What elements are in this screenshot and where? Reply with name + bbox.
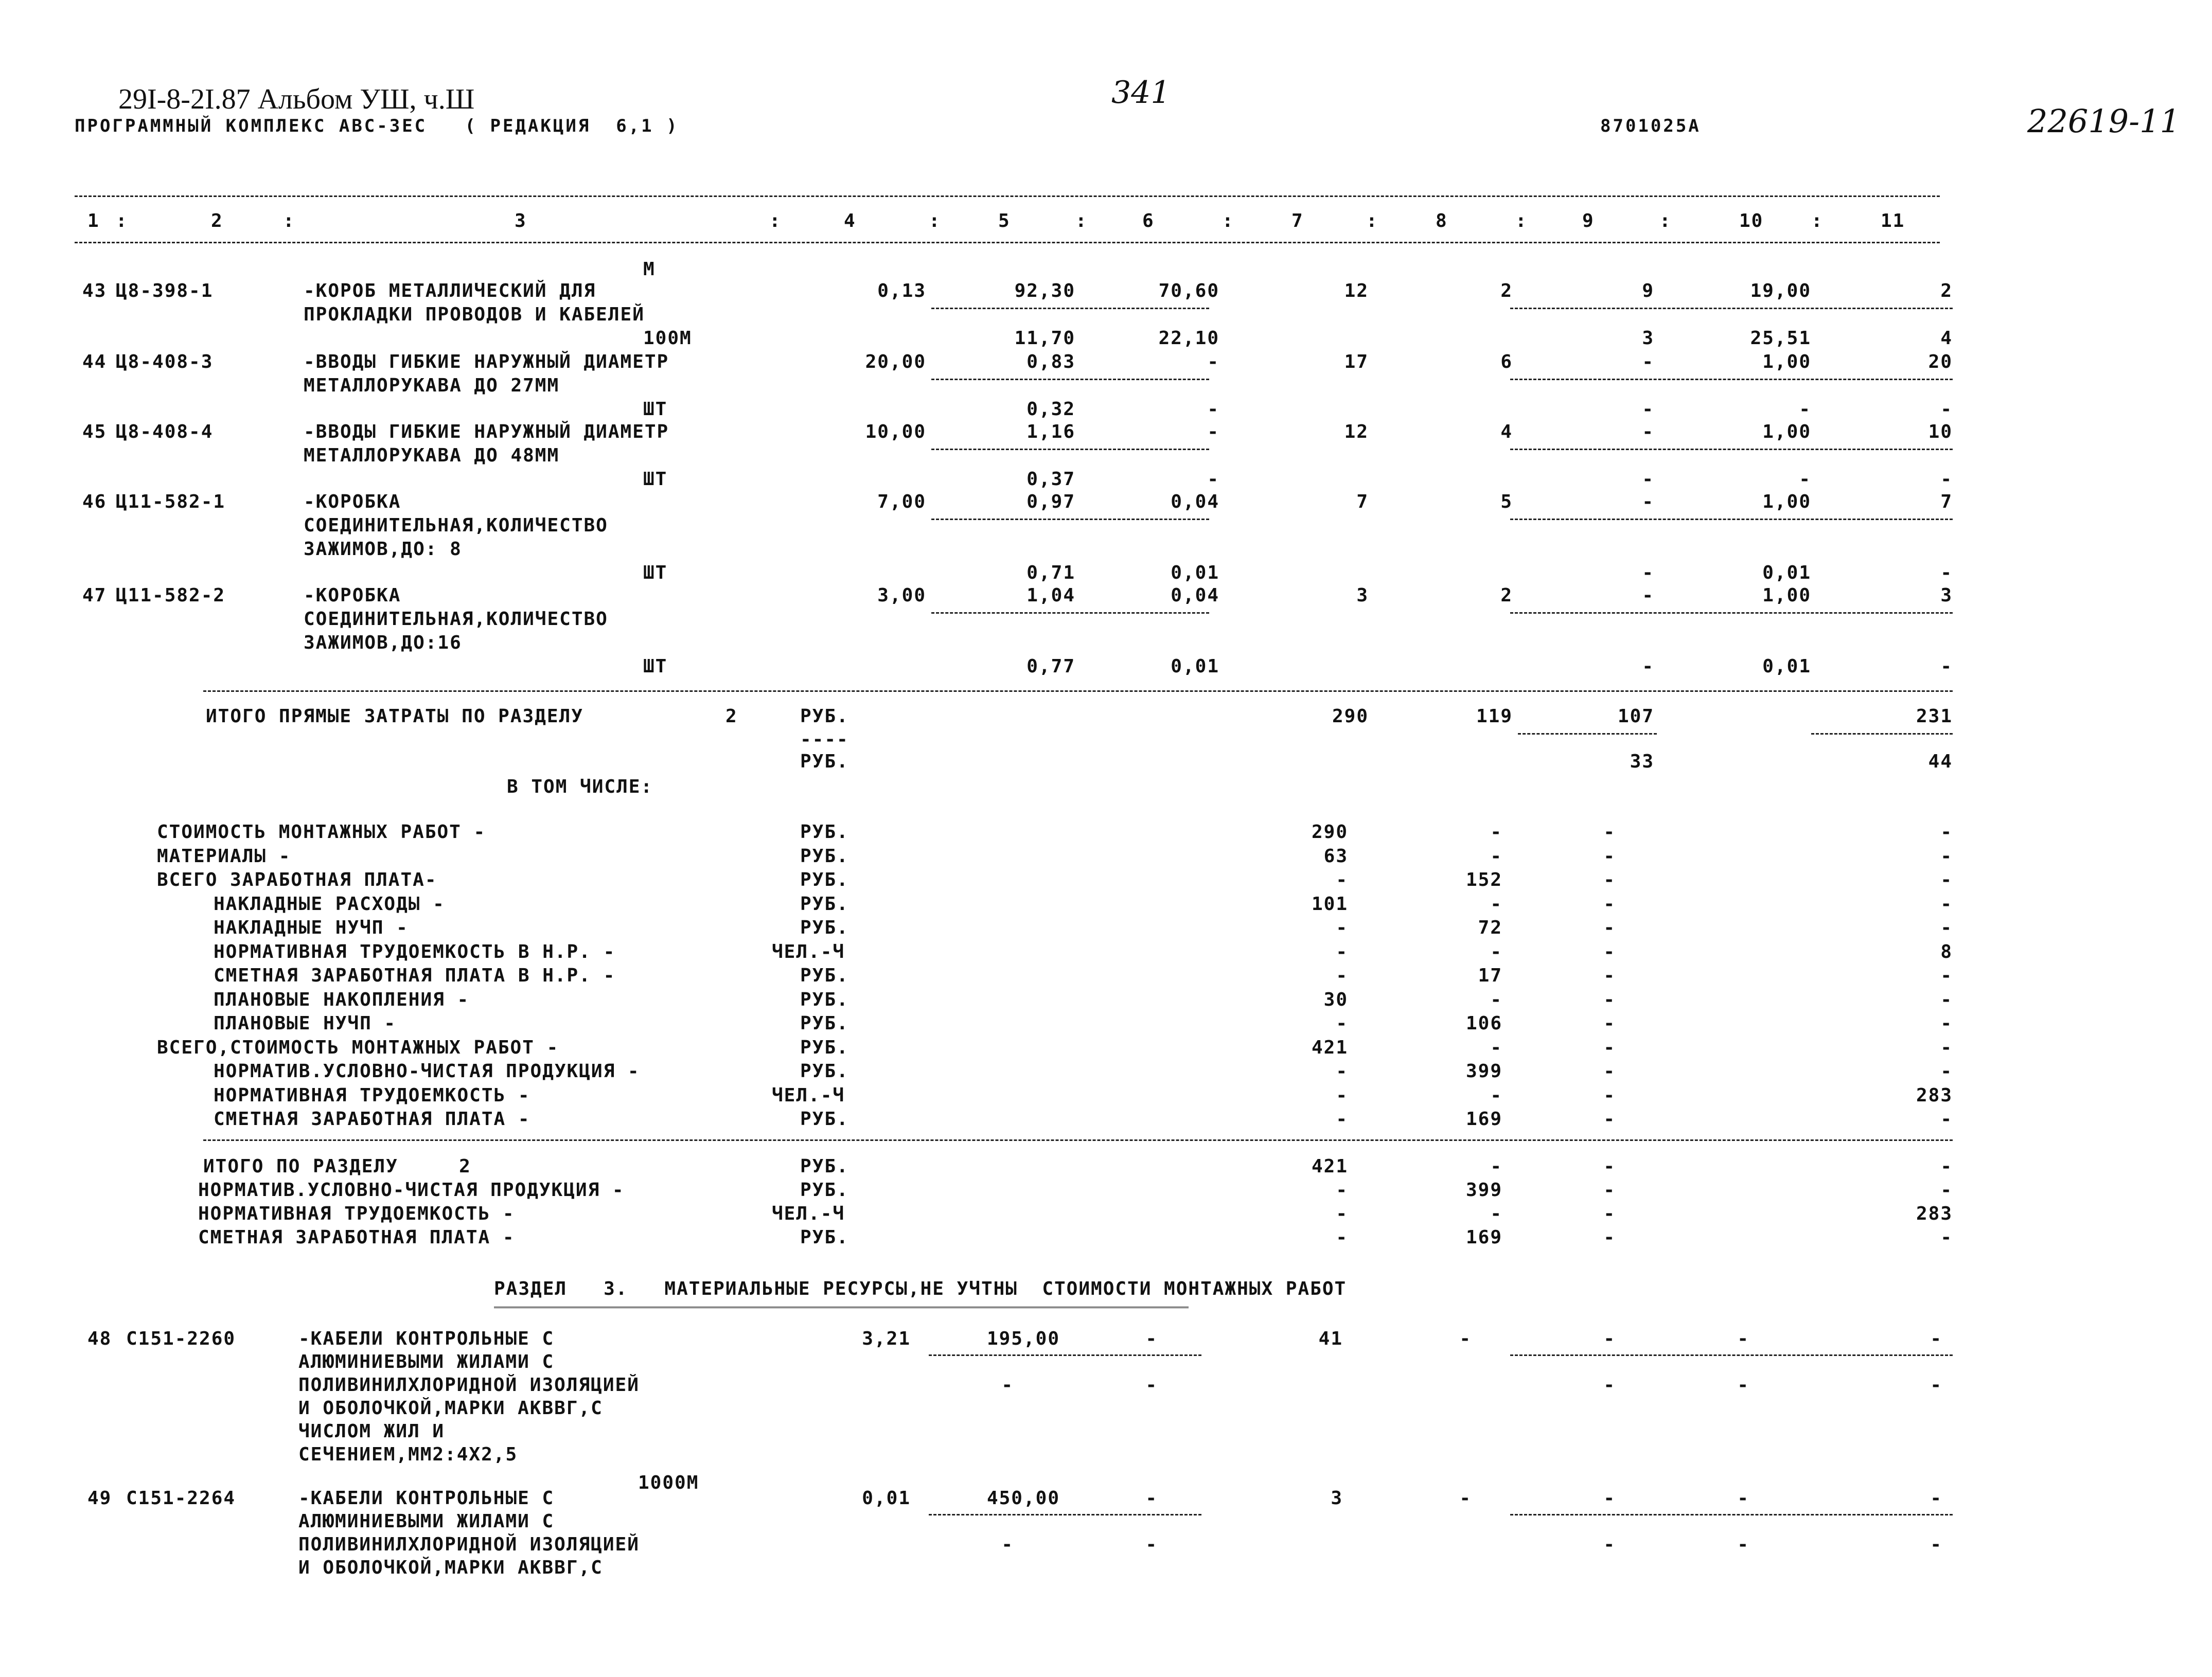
total-value: 5 [1500,491,1513,512]
quantity-value: 0,01 [862,1488,911,1509]
unit-label: ШТ [643,469,668,490]
labor-value: - [1940,399,1953,420]
section-total-value: - [1336,1203,1348,1224]
breakdown-value: - [1603,822,1616,843]
breakdown-value: - [1603,917,1616,938]
labor-value: - [1930,1488,1942,1509]
total-value: 44 [1928,751,1953,772]
breakdown-value: - [1490,941,1502,962]
wage-value: - [1001,1375,1014,1396]
item-number: 43 [82,280,107,301]
column-number: 10 [1739,210,1764,231]
column-separator: : [283,210,295,231]
total-value: 12 [1344,421,1369,442]
price-rule [931,449,1209,450]
breakdown-label: СМЕТНАЯ ЗАРАБОТНАЯ ПЛАТА В Н.Р. - [214,965,616,986]
wage-value: - [1145,1534,1158,1555]
price-rule [931,379,1209,380]
item-code: С151-2264 [126,1488,236,1509]
item-description: СЕЧЕНИЕМ,ММ2:4Х2,5 [298,1444,518,1465]
unit-label: РУБ. [800,706,849,727]
section-total-value: - [1940,1180,1953,1201]
section-total-value: - [1603,1180,1616,1201]
total-value: - [1603,1488,1616,1509]
labor-value: 1,00 [1762,491,1811,512]
wage-value: 0,77 [1027,656,1075,677]
unit-price-value: 1,16 [1027,421,1075,442]
breakdown-value: 106 [1465,1013,1502,1034]
section-total-label: НОРМАТИВНАЯ ТРУДОЕМКОСТЬ - [198,1203,515,1224]
section-total-value: - [1490,1156,1502,1177]
unit-price-value: 0,83 [1027,351,1075,372]
labor-value: 7 [1940,491,1953,512]
total-value: - [1459,1328,1472,1349]
total-value: 9 [1642,280,1654,301]
total-rule [1510,379,1953,380]
unit-label: РУБ. [800,1180,849,1201]
column-separator: : [1222,210,1234,231]
labor-value: - [1930,1328,1942,1349]
column-number: 1 [87,210,100,231]
item-code: Ц11-582-2 [116,585,226,606]
total-value: 7 [1356,491,1369,512]
total-value: 2 [1500,280,1513,301]
labor-value: 2 [1940,280,1953,301]
breakdown-value: 101 [1311,894,1348,915]
wage-value: 11,70 [1014,328,1075,349]
column-separator: : [1811,210,1824,231]
labor-value: - [1737,1488,1749,1509]
unit-label: РУБ. [800,1013,849,1034]
column-separator: : [1659,210,1672,231]
column-number: 2 [211,210,223,231]
price-rule [931,519,1209,520]
total-value: - [1642,656,1654,677]
unit-price-value: 0,04 [1171,585,1219,606]
program-line: ПРОГРАММНЫЙ КОМПЛЕКС АВС-3ЕС ( РЕДАКЦИЯ 6,1 ) [75,116,679,136]
section-total-value: 421 [1311,1156,1348,1177]
item-description: -КОРОБКА [304,491,401,512]
breakdown-label: СТОИМОСТЬ МОНТАЖНЫХ РАБОТ - [157,822,486,843]
column-separator: : [1075,210,1088,231]
total-value: - [1642,491,1654,512]
breakdown-value: - [1490,822,1502,843]
column-number: 3 [515,210,527,231]
total-value: - [1642,351,1654,372]
breakdown-value: 72 [1478,917,1502,938]
labor-value: - [1737,1375,1749,1396]
column-separator: : [1366,210,1378,231]
breakdown-value: - [1336,917,1348,938]
unit-label: РУБ. [800,1227,849,1248]
unit-label: РУБ. [800,894,849,915]
unit-label: РУБ. [800,917,849,938]
section-total-label: СМЕТНАЯ ЗАРАБОТНАЯ ПЛАТА - [198,1227,515,1248]
item-description: И ОБОЛОЧКОЙ,МАРКИ АКВВГ,С [298,1557,603,1578]
total-rule [1510,1514,1953,1515]
total-value: - [1642,585,1654,606]
total-value: 41 [1318,1328,1343,1349]
quantity-value: 7,00 [877,491,926,512]
labor-value: 25,51 [1750,328,1811,349]
unit-label: ЧЕЛ.-Ч [772,1085,845,1106]
breakdown-value: - [1940,965,1953,986]
unit-label: 1000М [638,1472,699,1493]
price-rule [931,612,1209,614]
item-number: 48 [87,1328,112,1349]
wage-value: 0,01 [1171,562,1219,583]
wage-value: - [1145,1375,1158,1396]
column-number: 9 [1582,210,1595,231]
total-value: - [1642,421,1654,442]
breakdown-value: - [1940,894,1953,915]
item-description: ПОЛИВИНИЛХЛОРИДНОЙ ИЗОЛЯЦИЕЙ [298,1534,640,1555]
item-description: -КАБЕЛИ КОНТРОЛЬНЫЕ С [298,1328,555,1349]
column-separator: : [929,210,941,231]
breakdown-value: 169 [1465,1109,1502,1130]
labor-value: - [1737,1328,1749,1349]
item-description: ЗАЖИМОВ,ДО:16 [304,632,462,653]
breakdown-value: - [1603,1085,1616,1106]
quantity-value: 10,00 [865,421,926,442]
breakdown-value: - [1490,846,1502,867]
section-total-value: 283 [1916,1203,1953,1224]
breakdown-value: - [1603,894,1616,915]
unit-price-value: 0,04 [1171,491,1219,512]
column-number: 6 [1142,210,1155,231]
labor-value: - [1737,1534,1749,1555]
labor-value: - [1940,656,1953,677]
labor-value: - [1940,469,1953,490]
wage-value: - [1207,399,1219,420]
breakdown-label: НАКЛАДНЫЕ РАСХОДЫ - [214,894,445,915]
breakdown-label: НАКЛАДНЫЕ НУЧП - [214,917,409,938]
breakdown-label: НОРМАТИВ.УСЛОВНО-ЧИСТАЯ ПРОДУКЦИЯ - [214,1061,640,1082]
breakdown-value: - [1603,965,1616,986]
breakdown-value: - [1603,1013,1616,1034]
item-number: 45 [82,421,107,442]
unit-label: РУБ. [800,822,849,843]
unit-price-value: - [1207,351,1219,372]
item-description: -ВВОДЫ ГИБКИЕ НАРУЖНЫЙ ДИАМЕТР [304,421,669,442]
unit-label: РУБ. [800,869,849,890]
unit-price-value: - [1207,421,1219,442]
labor-value: - [1930,1375,1942,1396]
item-description: СОЕДИНИТЕЛЬНАЯ,КОЛИЧЕСТВО [304,515,608,536]
item-description: -ВВОДЫ ГИБКИЕ НАРУЖНЫЙ ДИАМЕТР [304,351,669,372]
unit-label: РУБ. [800,846,849,867]
breakdown-value: - [1603,1109,1616,1130]
breakdown-value: - [1603,1061,1616,1082]
quantity-value: 0,13 [877,280,926,301]
total-rule [1510,1354,1953,1356]
item-description: ЗАЖИМОВ,ДО: 8 [304,539,462,560]
total-value: - [1642,399,1654,420]
breakdown-label: МАТЕРИАЛЫ - [157,846,291,867]
breakdown-value: - [1336,941,1348,962]
labor-value: 1,00 [1762,421,1811,442]
total-value: 3 [1331,1488,1343,1509]
breakdown-value: - [1336,1085,1348,1106]
wage-value: 0,32 [1027,399,1075,420]
section-3-underline [494,1307,1189,1310]
breakdown-value: 8 [1940,941,1953,962]
breakdown-value: - [1940,1109,1953,1130]
unit-label: РУБ. [800,1156,849,1177]
total-value: 12 [1344,280,1369,301]
total-value: 290 [1332,706,1369,727]
wage-value: 22,10 [1158,328,1219,349]
quantity-value: 3,00 [877,585,926,606]
item-description: -КАБЕЛИ КОНТРОЛЬНЫЕ С [298,1488,555,1509]
breakdown-value: - [1336,1109,1348,1130]
total-value: - [1603,1375,1616,1396]
breakdown-value: 17 [1478,965,1502,986]
item-description: АЛЮМИНИЕВЫМИ ЖИЛАМИ С [298,1511,555,1532]
breakdown-label: НОРМАТИВНАЯ ТРУДОЕМКОСТЬ В Н.Р. - [214,941,616,962]
section-total-value: - [1336,1227,1348,1248]
breakdown-value: 152 [1465,869,1502,890]
unit-label: РУБ. [800,1109,849,1130]
wage-value: 0,01 [1171,656,1219,677]
item-description: -КОРОБ МЕТАЛЛИЧЕСКИЙ ДЛЯ [304,280,596,301]
column-separator: : [1515,210,1528,231]
breakdown-value: 399 [1465,1061,1502,1082]
breakdown-value: - [1603,869,1616,890]
column-number: 5 [998,210,1011,231]
unit-label: РУБ. [800,751,849,772]
unit-label: 100М [643,328,692,349]
total-rule [1510,308,1953,309]
column-separator: : [769,210,782,231]
unit-price-value: - [1145,1488,1158,1509]
unit-label: ШТ [643,656,668,677]
breakdown-label: ПЛАНОВЫЕ НАКОПЛЕНИЯ - [214,989,470,1010]
breakdown-value: 283 [1916,1085,1953,1106]
breakdown-label: ВСЕГО,СТОИМОСТЬ МОНТАЖНЫХ РАБОТ - [157,1037,559,1058]
breakdown-value: 421 [1311,1037,1348,1058]
price-rule [929,1514,1201,1515]
total-value: 107 [1617,706,1654,727]
unit-label: М [643,259,656,280]
total-value: - [1642,562,1654,583]
labor-value: 19,00 [1750,280,1811,301]
unit-price-value: 450,00 [986,1488,1060,1509]
item-number: 44 [82,351,107,372]
breakdown-label: СМЕТНАЯ ЗАРАБОТНАЯ ПЛАТА - [214,1109,530,1130]
unit-label: ШТ [643,562,668,583]
breakdown-value: - [1940,1013,1953,1034]
breakdown-value: - [1490,1085,1502,1106]
total-rule [1510,612,1953,614]
breakdown-label: НОРМАТИВНАЯ ТРУДОЕМКОСТЬ - [214,1085,530,1106]
total-value: 17 [1344,351,1369,372]
labor-value: 1,00 [1762,585,1811,606]
item-description: ПРОКЛАДКИ ПРОВОДОВ И КАБЕЛЕЙ [304,304,645,325]
unit-price-value: 0,97 [1027,491,1075,512]
document-reference: 29I-8-2I.87 Альбом УШ, ч.Ш [118,83,475,115]
unit-label: ШТ [643,399,668,420]
unit-price-value: 1,04 [1027,585,1075,606]
breakdown-value: 30 [1323,989,1348,1010]
breakdown-value: - [1603,989,1616,1010]
wage-value: 0,37 [1027,469,1075,490]
unit-label: РУБ. [800,1037,849,1058]
item-description: АЛЮМИНИЕВЫМИ ЖИЛАМИ С [298,1351,555,1372]
item-code: Ц11-582-1 [116,491,226,512]
breakdown-value: - [1336,1013,1348,1034]
section-total-label: ИТОГО ПО РАЗДЕЛУ 2 [203,1156,471,1177]
unit-label: ЧЕЛ.-Ч [772,1203,845,1224]
column-number: 8 [1436,210,1448,231]
total-value: - [1603,1534,1616,1555]
breakdown-label: ВСЕГО ЗАРАБОТНАЯ ПЛАТА- [157,869,437,890]
item-description: МЕТАЛЛОРУКАВА ДО 48ММ [304,445,560,466]
header-top-rule [75,195,1940,197]
including-label: В ТОМ ЧИСЛЕ: [507,776,653,797]
unit-price-value: - [1145,1328,1158,1349]
item-description: ПОЛИВИНИЛХЛОРИДНОЙ ИЗОЛЯЦИЕЙ [298,1375,640,1396]
total-value: 119 [1476,706,1513,727]
section-rule [203,1139,1953,1141]
column-number: 4 [844,210,856,231]
total-direct-section: 2 [725,706,738,727]
total-value: - [1642,469,1654,490]
total-value: 3 [1356,585,1369,606]
total-rule [1510,519,1953,520]
page-number: 341 [1111,75,1171,111]
quantity-value: 20,00 [865,351,926,372]
unit-rule: ---- [800,729,849,750]
section-total-value: - [1603,1203,1616,1224]
unit-label: ЧЕЛ.-Ч [772,941,845,962]
labor-value: 0,01 [1762,562,1811,583]
item-description: МЕТАЛЛОРУКАВА ДО 27ММ [304,375,560,396]
labor-value: 3 [1940,585,1953,606]
section-3-title: РАЗДЕЛ 3. МАТЕРИАЛЬНЫЕ РЕСУРСЫ,НЕ УЧТНЫ СТОИМОСТИ МОНТАЖНЫХ РАБОТ [494,1278,1347,1299]
total-value: 231 [1916,706,1953,727]
breakdown-value: - [1940,822,1953,843]
section-total-value: - [1603,1156,1616,1177]
breakdown-value: - [1940,1061,1953,1082]
labor-value: 1,00 [1762,351,1811,372]
breakdown-value: - [1940,989,1953,1010]
column-separator: : [116,210,128,231]
section-total-value: - [1490,1203,1502,1224]
section-total-label: НОРМАТИВ.УСЛОВНО-ЧИСТАЯ ПРОДУКЦИЯ - [198,1180,625,1201]
total-rule [1811,733,1953,735]
unit-price-value: 70,60 [1158,280,1219,301]
total-value: 4 [1500,421,1513,442]
item-description: И ОБОЛОЧКОЙ,МАРКИ АКВВГ,С [298,1398,603,1419]
item-number: 47 [82,585,107,606]
breakdown-value: 290 [1311,822,1348,843]
item-description: -КОРОБКА [304,585,401,606]
item-code: С151-2260 [126,1328,236,1349]
section-total-value: 169 [1465,1227,1502,1248]
total-value: 6 [1500,351,1513,372]
item-description: СОЕДИНИТЕЛЬНАЯ,КОЛИЧЕСТВО [304,609,608,630]
total-direct-label: ИТОГО ПРЯМЫЕ ЗАТРАТЫ ПО РАЗДЕЛУ [206,706,583,727]
total-value: - [1603,1328,1616,1349]
document-code: 8701025А [1600,116,1701,136]
item-code: Ц8-408-3 [116,351,214,372]
breakdown-value: - [1490,989,1502,1010]
breakdown-value: - [1940,869,1953,890]
section-total-value: - [1336,1180,1348,1201]
unit-label: РУБ. [800,989,849,1010]
quantity-value: 3,21 [862,1328,911,1349]
breakdown-value: - [1490,894,1502,915]
breakdown-value: - [1336,869,1348,890]
total-value: - [1459,1488,1472,1509]
breakdown-value: - [1336,1061,1348,1082]
item-number: 46 [82,491,107,512]
breakdown-value: - [1336,965,1348,986]
breakdown-value: - [1603,1037,1616,1058]
labor-value: 20 [1928,351,1953,372]
price-rule [929,1354,1201,1356]
section-total-value: - [1603,1227,1616,1248]
price-rule [931,308,1209,309]
unit-label: РУБ. [800,1061,849,1082]
item-description: ЧИСЛОМ ЖИЛ И [298,1421,445,1442]
total-rule [1518,733,1657,735]
labor-value: 4 [1940,328,1953,349]
inventory-number: 22619-11 [2027,102,2181,140]
wage-value: - [1207,469,1219,490]
column-number: 11 [1881,210,1905,231]
breakdown-value: - [1603,941,1616,962]
section-total-value: - [1940,1227,1953,1248]
total-value: 3 [1642,328,1654,349]
section-rule [203,690,1953,692]
breakdown-value: - [1940,846,1953,867]
section-total-value: - [1940,1156,1953,1177]
total-value: 33 [1630,751,1654,772]
item-code: Ц8-408-4 [116,421,214,442]
unit-label: РУБ. [800,965,849,986]
total-rule [1510,449,1953,450]
unit-price-value: 92,30 [1014,280,1075,301]
labor-value: - [1930,1534,1942,1555]
labor-value: - [1940,562,1953,583]
labor-value: - [1799,469,1811,490]
breakdown-value: 63 [1323,846,1348,867]
breakdown-value: - [1940,917,1953,938]
header-bottom-rule [75,242,1940,243]
breakdown-value: - [1490,1037,1502,1058]
item-number: 49 [87,1488,112,1509]
labor-value: 0,01 [1762,656,1811,677]
item-code: Ц8-398-1 [116,280,214,301]
wage-value: 0,71 [1027,562,1075,583]
total-value: 2 [1500,585,1513,606]
labor-value: - [1799,399,1811,420]
wage-value: - [1001,1534,1014,1555]
breakdown-value: - [1940,1037,1953,1058]
section-total-value: 399 [1465,1180,1502,1201]
breakdown-value: - [1603,846,1616,867]
labor-value: 10 [1928,421,1953,442]
unit-price-value: 195,00 [986,1328,1060,1349]
breakdown-label: ПЛАНОВЫЕ НУЧП - [214,1013,397,1034]
column-number: 7 [1291,210,1304,231]
